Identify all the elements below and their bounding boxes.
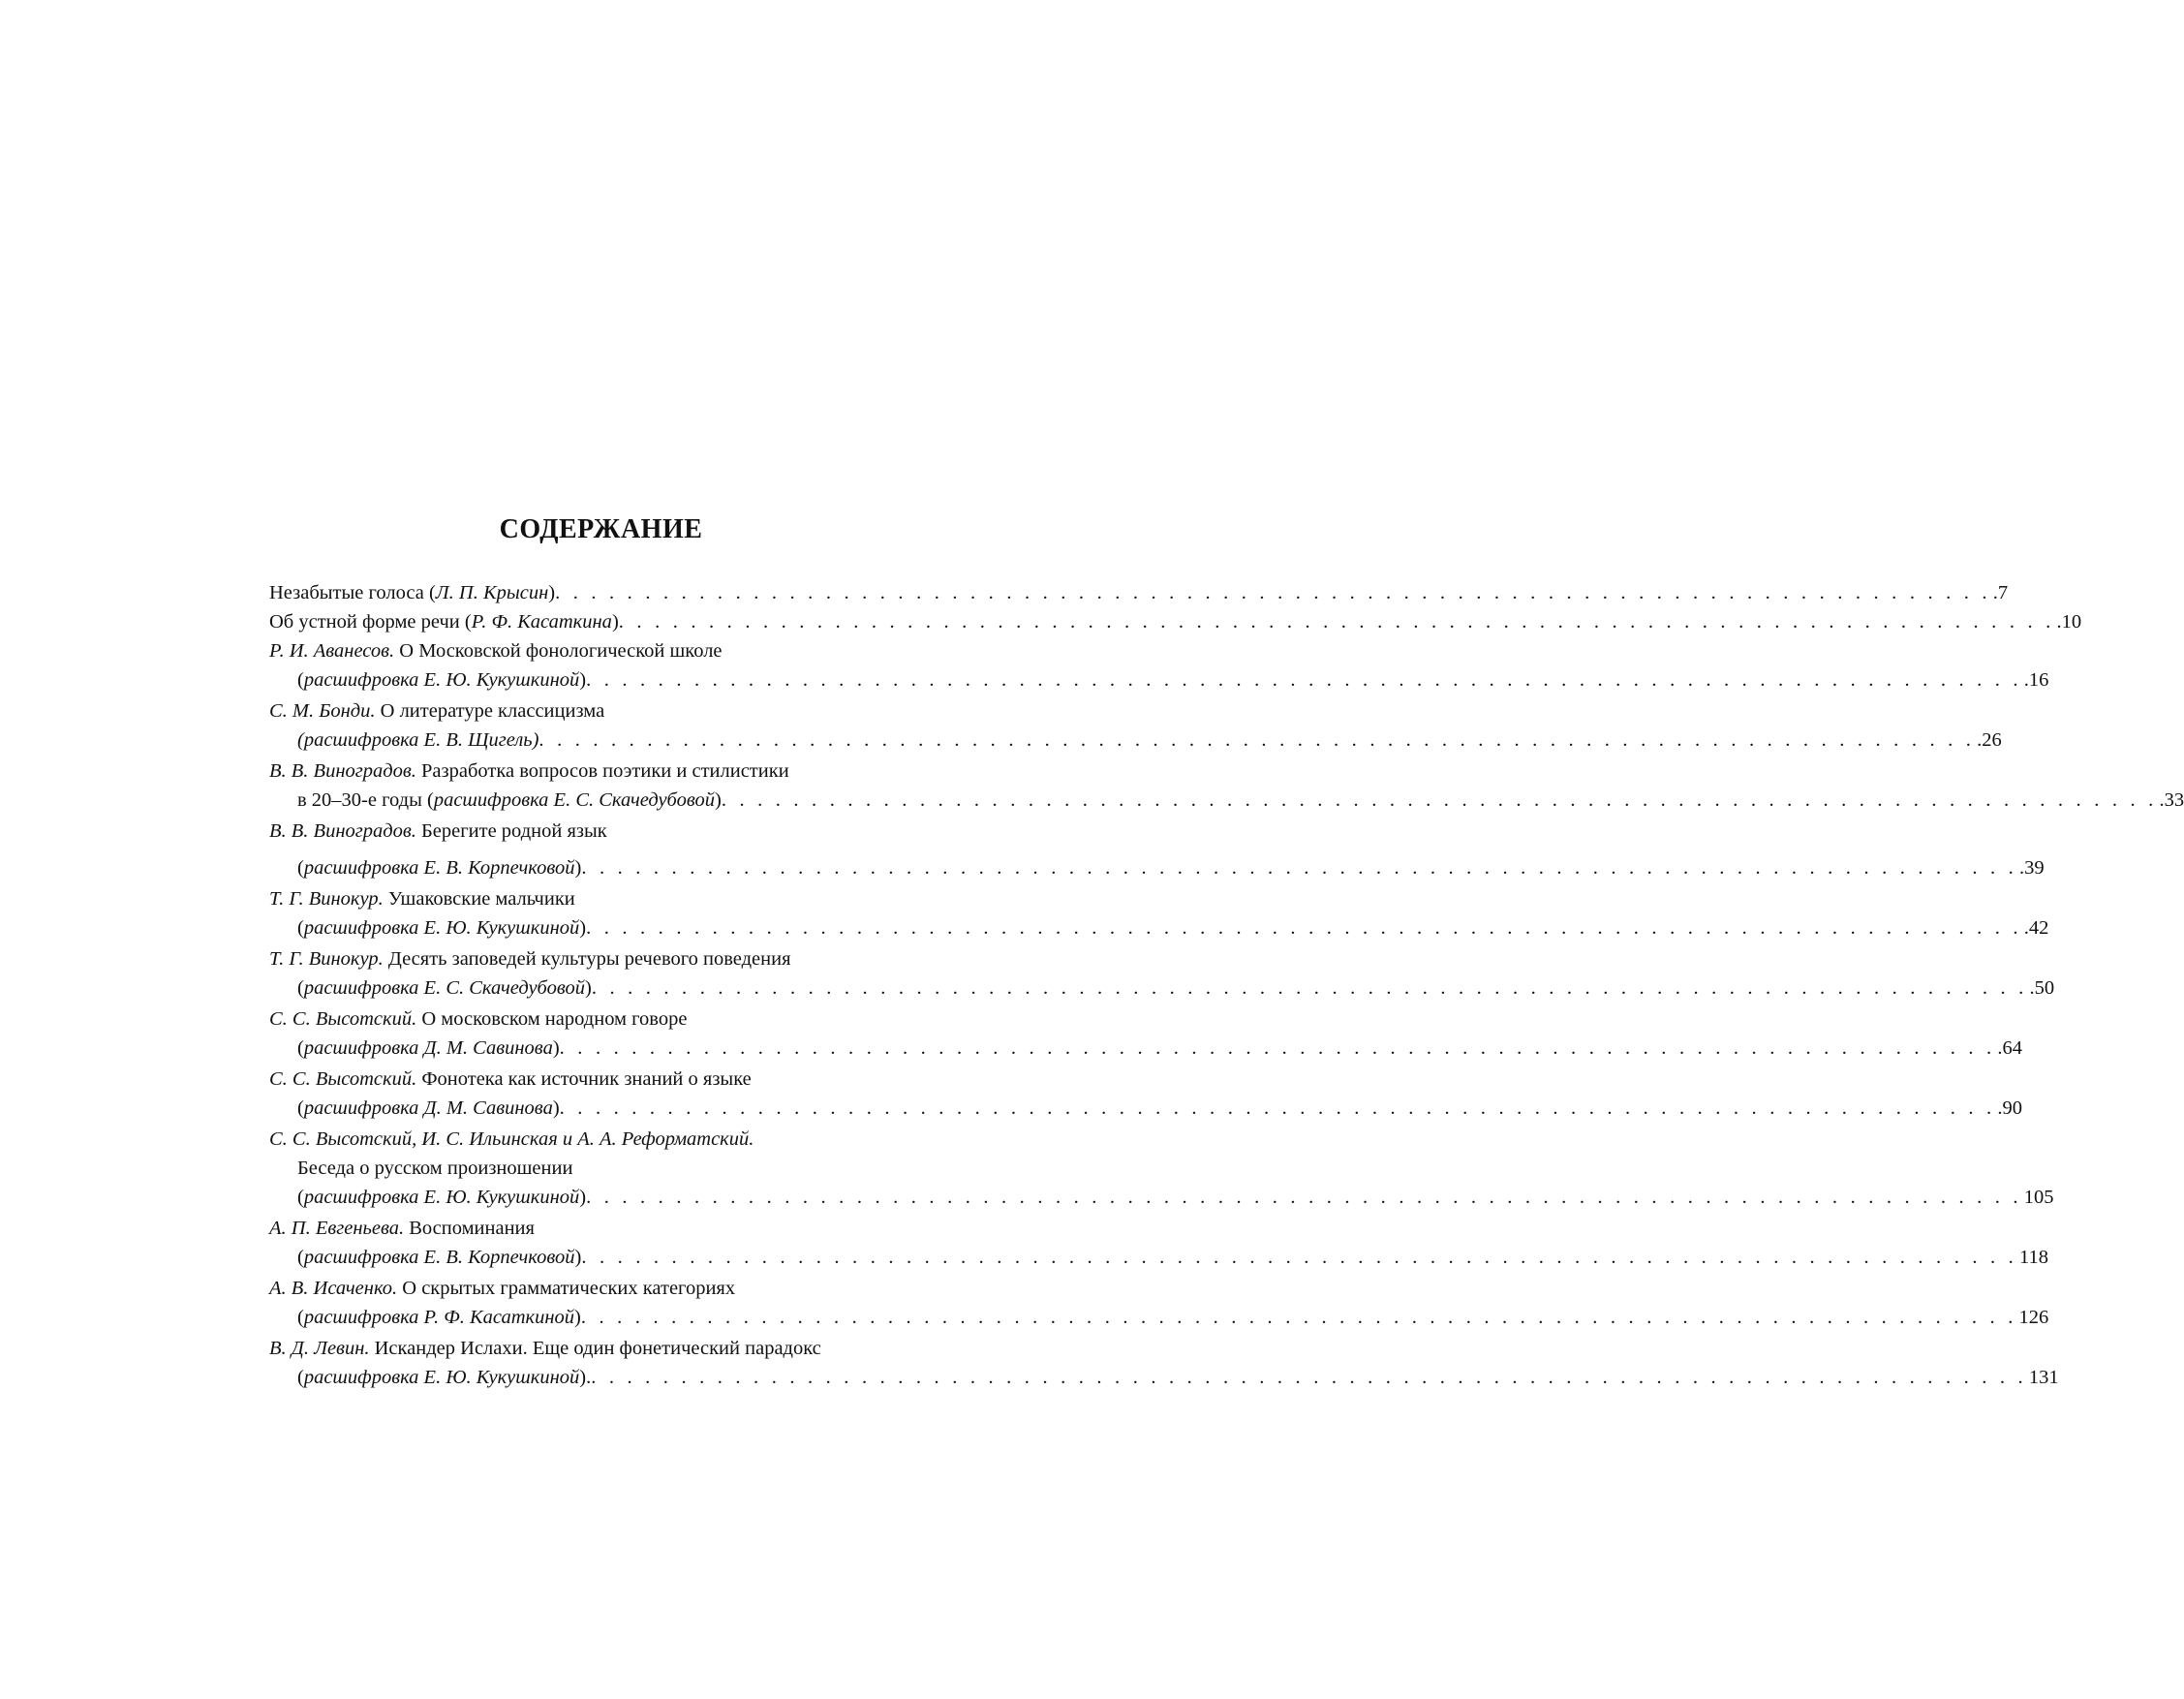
toc-paren: (	[297, 1307, 304, 1328]
toc-paren: )	[584, 977, 592, 999]
toc-paren: (	[297, 1037, 304, 1059]
toc-entry-line	[269, 786, 2184, 815]
toc-paren: )	[579, 1187, 587, 1208]
toc-entry-line	[269, 665, 2049, 695]
toc-entry-line	[269, 696, 893, 726]
page-title: СОДЕРЖАНИЕ	[499, 514, 703, 544]
toc-credit: расшифровка Е. В. Корпечковой	[303, 1247, 575, 1268]
toc-entry-line	[269, 1303, 2049, 1332]
toc-entry	[269, 607, 2082, 636]
leader-dots: . . . . . . . . . . . . . . . . . . . . . . . . . . . . . . . . . . . . . . . . . . . . . . . . . . . . . . . . . . . . . . . . . . . . . . . . . . . . . . . .	[586, 669, 2022, 691]
leader-dots: . . . . . . . . . . . . . . . . . . . . . . . . . . . . . . . . . . . . . . . . . . . . . . . . . . . . . . . . . . . . . . . . . . . . . . . . . . . . . . . .	[555, 582, 1991, 603]
toc-paren: (	[297, 977, 304, 999]
toc-credit: расшифровка Е. Ю. Кукушкиной	[303, 1187, 580, 1208]
toc-credit: расшифровка Е. Ю. Кукушкиной	[303, 1367, 580, 1388]
toc-entry	[269, 1065, 2022, 1123]
toc-paren: )	[548, 582, 556, 603]
toc-entry-line	[269, 1363, 2059, 1392]
toc-credit: расшифровка Е. Ю. Кукушкиной	[303, 669, 580, 691]
toc-title: Берегите родной язык	[415, 820, 607, 842]
toc-credit: (расшифровка Е. В. Щигель)	[297, 729, 539, 751]
toc-title: О литературе классицизма	[375, 700, 605, 722]
toc-entry-line	[269, 973, 2055, 1003]
toc-paren: )	[714, 789, 722, 811]
toc-entry	[269, 817, 2045, 882]
toc-paren: (	[297, 1247, 304, 1268]
toc-entry-line	[269, 1154, 893, 1183]
toc-title: Разработка вопросов поэтики и стилистики	[415, 760, 789, 782]
toc-entry-line	[269, 1243, 2048, 1272]
toc-entry-line	[269, 1094, 2022, 1123]
toc-entry-line	[269, 1183, 2054, 1212]
toc-paren: (	[297, 1187, 304, 1208]
toc-entry-line	[269, 726, 2002, 755]
toc-credit: расшифровка Е. С. Скачедубовой	[433, 789, 715, 811]
toc-credit: расшифровка Д. М. Савинова	[303, 1097, 553, 1119]
toc-author: В. В. Виноградов.	[269, 760, 416, 782]
toc-paren: (	[297, 1097, 304, 1119]
toc-page-number: 131	[2028, 1367, 2059, 1388]
toc-page-number: .64	[1997, 1037, 2022, 1059]
leader-dots: . . . . . . . . . . . . . . . . . . . . . . . . . . . . . . . . . . . . . . . . . . . . . . . . . . . . . . . . . . . . . . . . . . . . . . . . . . . . . . . .	[591, 977, 2028, 999]
leader-dots: . . . . . . . . . . . . . . . . . . . . . . . . . . . . . . . . . . . . . . . . . . . . . . . . . . . . . . . . . . . . . . . . . . . . . . . . . . . . . . . .	[586, 1187, 2022, 1208]
toc-author: С. М. Бонди.	[269, 700, 376, 722]
toc-credit: расшифровка Е. С. Скачедубовой	[303, 977, 585, 999]
toc-title: Незабытые голоса (	[269, 582, 436, 603]
toc-entry	[269, 578, 2009, 607]
toc-entry-line	[269, 1004, 893, 1034]
toc-entry-line	[269, 913, 2049, 942]
toc-entry-line	[269, 1125, 893, 1154]
toc-entry	[269, 1334, 2059, 1392]
toc-paren: в 20–30-е годы (	[297, 789, 434, 811]
leader-dots: . . . . . . . . . . . . . . . . . . . . . . . . . . . . . . . . . . . . . . . . . . . . . . . . . . . . . . . . . . . . . . . . . . . . . . . . . . . . . . . .	[559, 1097, 1996, 1119]
toc-page-number: .16	[2023, 669, 2049, 691]
toc-page-number: .7	[1992, 582, 2009, 603]
toc-title: Об устной форме речи (	[269, 611, 472, 633]
toc-entry	[269, 1274, 2049, 1332]
toc-title: О Московской фонологической школе	[394, 640, 723, 662]
toc-page-number: 126	[2018, 1307, 2049, 1328]
toc-title: Фонотека как источник знаний о языке	[416, 1068, 752, 1090]
toc-entry	[269, 1125, 2054, 1212]
toc-page-number: .42	[2023, 917, 2049, 939]
toc-title: О московском народном говоре	[416, 1008, 688, 1030]
toc-title: Воспоминания	[404, 1218, 535, 1239]
toc-paren: )	[611, 611, 619, 633]
toc-page-number: .50	[2029, 977, 2055, 999]
toc-author: Р. И. Аванесов.	[269, 640, 395, 662]
toc-entry-line	[269, 1334, 893, 1363]
toc-author: Т. Г. Винокур.	[269, 888, 384, 910]
toc-author: Т. Г. Винокур.	[269, 948, 384, 970]
toc-credit: расшифровка Е. Ю. Кукушкиной	[303, 917, 580, 939]
toc-page-number: .33	[2159, 789, 2184, 811]
toc-entry-line	[269, 853, 2045, 882]
toc-credit: расшифровка Д. М. Савинова	[303, 1037, 553, 1059]
toc-paren: )	[552, 1037, 560, 1059]
toc-author: А. П. Евгеньева.	[269, 1218, 405, 1239]
toc-author: А. В. Исаченко.	[269, 1278, 398, 1299]
leader-dots: . . . . . . . . . . . . . . . . . . . . . . . . . . . . . . . . . . . . . . . . . . . . . . . . . . . . . . . . . . . . . . . . . . . . . . . . . . . . . . . .	[581, 1247, 2017, 1268]
toc-entry-line	[269, 944, 893, 973]
toc-entry	[269, 636, 2049, 695]
toc-credit: расшифровка Е. В. Корпечковой	[303, 857, 575, 879]
toc-author: С. С. Высотский.	[269, 1068, 417, 1090]
toc-title: О скрытых грамматических категориях	[397, 1278, 736, 1299]
toc-entry	[269, 696, 2002, 755]
toc-entry	[269, 1214, 2048, 1272]
toc-paren: (	[297, 917, 304, 939]
toc-entry	[269, 884, 2049, 942]
toc-paren: )	[579, 917, 587, 939]
leader-dots: . . . . . . . . . . . . . . . . . . . . . . . . . . . . . . . . . . . . . . . . . . . . . . . . . . . . . . . . . . . . . . . . . . . . . . . . . . . . . . . .	[591, 1367, 2027, 1388]
toc-page-number: .90	[1997, 1097, 2022, 1119]
toc-entry-line	[269, 817, 893, 846]
toc-credit: Р. Ф. Касаткина	[471, 611, 612, 633]
toc-page-number: 118	[2019, 1247, 2048, 1268]
leader-dots: . . . . . . . . . . . . . . . . . . . . . . . . . . . . . . . . . . . . . . . . . . . . . . . . . . . . . . . . . . . . . . . . . . . . . . . . . . . . . . . .	[538, 729, 1976, 751]
toc-entry-line	[269, 884, 893, 913]
toc-entry-line	[269, 636, 893, 665]
toc-title: Искандер Ислахи. Еще один фонетический парадокс	[369, 1338, 821, 1359]
toc-entry-line	[269, 1214, 893, 1243]
toc-entry-line	[269, 1065, 893, 1094]
leader-dots: . . . . . . . . . . . . . . . . . . . . . . . . . . . . . . . . . . . . . . . . . . . . . . . . . . . . . . . . . . . . . . . . . . . . . . . . . . . . . . . .	[586, 917, 2022, 939]
toc-paren: )	[574, 1247, 582, 1268]
toc-title: Беседа о русском произношении	[297, 1158, 573, 1179]
toc-entry	[269, 757, 2184, 815]
toc-page-number: .39	[2019, 857, 2045, 879]
toc-author: В. Д. Левин.	[269, 1338, 370, 1359]
leader-dots: . . . . . . . . . . . . . . . . . . . . . . . . . . . . . . . . . . . . . . . . . . . . . . . . . . . . . . . . . . . . . . . . . . . . . . . . . . . . . . . .	[559, 1037, 1996, 1059]
toc-entry	[269, 944, 2055, 1003]
toc-credit: Л. П. Крысин	[435, 582, 549, 603]
toc-entry	[269, 1004, 2022, 1063]
toc-paren: (	[297, 857, 304, 879]
toc-page-number: .10	[2056, 611, 2082, 633]
toc-paren: (	[297, 669, 304, 691]
toc-paren: )	[552, 1097, 560, 1119]
toc-author: В. В. Виноградов.	[269, 820, 416, 842]
toc-page-number: 105	[2023, 1187, 2054, 1208]
toc-paren: ).	[579, 1367, 592, 1388]
toc-author: С. С. Высотский, И. С. Ильинская и А. А. Реформатский.	[269, 1128, 754, 1150]
toc-paren: )	[579, 669, 587, 691]
toc-title: Десять заповедей культуры речевого поведения	[383, 948, 791, 970]
table-of-contents	[269, 578, 2184, 1392]
leader-dots: . . . . . . . . . . . . . . . . . . . . . . . . . . . . . . . . . . . . . . . . . . . . . . . . . . . . . . . . . . . . . . . . . . . . . . . . . . . . . . . .	[618, 611, 2055, 633]
toc-entry-line	[269, 1034, 2022, 1063]
leader-dots: . . . . . . . . . . . . . . . . . . . . . . . . . . . . . . . . . . . . . . . . . . . . . . . . . . . . . . . . . . . . . . . . . . . . . . . . . . . . . . . .	[721, 789, 2158, 811]
toc-paren: (	[297, 1367, 304, 1388]
toc-title: Ушаковские мальчики	[383, 888, 575, 910]
toc-author: С. С. Высотский.	[269, 1008, 417, 1030]
toc-paren: )	[574, 857, 582, 879]
toc-page-number: .26	[1977, 729, 2002, 751]
leader-dots: . . . . . . . . . . . . . . . . . . . . . . . . . . . . . . . . . . . . . . . . . . . . . . . . . . . . . . . . . . . . . . . . . . . . . . . . . . . . . . . .	[580, 1307, 2017, 1328]
toc-credit: расшифровка Р. Ф. Касаткиной	[303, 1307, 575, 1328]
toc-entry-line	[269, 1274, 893, 1303]
toc-entry-line	[269, 757, 893, 786]
leader-dots: . . . . . . . . . . . . . . . . . . . . . . . . . . . . . . . . . . . . . . . . . . . . . . . . . . . . . . . . . . . . . . . . . . . . . . . . . . . . . . . .	[581, 857, 2017, 879]
toc-paren: )	[574, 1307, 581, 1328]
